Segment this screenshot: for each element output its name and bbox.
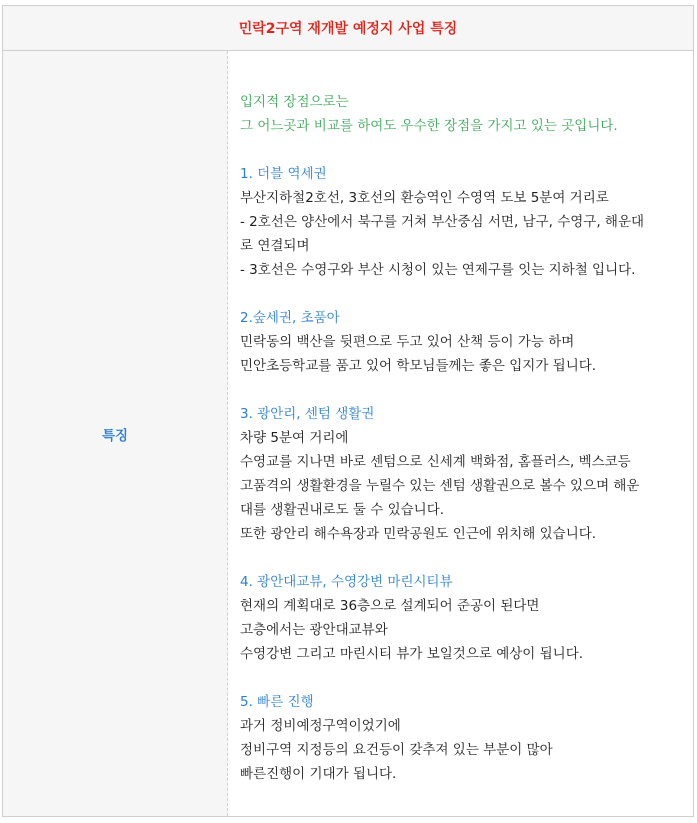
section-line: 고층에서는 광안대교뷰와 (240, 622, 388, 638)
feature-section-3 (240, 402, 693, 546)
section-line: 수영강변 그리고 마린시티 뷰가 보일것으로 예상이 됩니다. (240, 646, 584, 662)
section-title: 4. 광안대교뷰, 수영강변 마린시티뷰 (240, 574, 453, 590)
section-line: 수영교를 지나면 바로 센텀으로 신세계 백화점, 홈플러스, 벡스코등 (240, 454, 631, 470)
features-content (228, 51, 693, 816)
section-line: 로 연결되며 (240, 238, 310, 254)
section-title: 3. 광안리, 센텀 생활권 (240, 406, 375, 422)
section-line: - 3호선은 수영구와 부산 시청이 있는 연제구를 잇는 지하철 입니다. (240, 262, 636, 278)
feature-section-4 (240, 570, 693, 666)
feature-section-2 (240, 306, 693, 378)
intro-text (240, 90, 693, 138)
table-title: 민락2구역 재개발 예정지 사업 특징 (238, 21, 458, 37)
section-line: 차량 5분여 거리에 (240, 430, 349, 446)
section-line: 민락동의 백산을 뒷편으로 두고 있어 산책 등이 가능 하며 (240, 334, 575, 350)
table-header (3, 6, 693, 51)
feature-section-5 (240, 690, 693, 786)
section-title: 1. 더블 역세권 (240, 166, 327, 182)
row-label-cell (3, 51, 228, 816)
row-label: 특징 (101, 427, 129, 444)
feature-section-1 (240, 162, 693, 282)
section-title: 5. 빠른 진행 (240, 694, 314, 710)
section-line: 빠른진행이 기대가 됩니다. (240, 766, 397, 782)
features-table (2, 5, 694, 817)
section-line: - 2호선은 양산에서 북구를 거쳐 부산중심 서면, 남구, 수영구, 해운대 (240, 214, 645, 230)
section-title: 2.숲세권, 초품아 (240, 310, 340, 326)
intro-line: 입지적 장점으로는 (240, 94, 349, 110)
features-row (3, 51, 693, 816)
section-line: 부산지하철2호선, 3호선의 환승역인 수영역 도보 5분여 거리로 (240, 190, 609, 206)
intro-line: 그 어느곳과 비교를 하여도 우수한 장점을 가지고 있는 곳입니다. (240, 118, 618, 134)
section-line: 민안초등학교를 품고 있어 학모님들께는 좋은 입지가 됩니다. (240, 358, 597, 374)
section-line: 과거 정비예정구역이었기에 (240, 718, 401, 734)
section-line: 대를 생활권내로도 둘 수 있습니다. (240, 502, 445, 518)
section-line: 정비구역 지정등의 요건등이 갖추져 있는 부분이 많아 (240, 742, 553, 758)
section-line: 고품격의 생활환경을 누릴수 있는 센텀 생활권으로 볼수 있으며 해운 (240, 478, 640, 494)
section-line: 현재의 계획대로 36층으로 설계되어 준공이 된다면 (240, 598, 540, 614)
section-line: 또한 광안리 해수욕장과 민락공원도 인근에 위치해 있습니다. (240, 526, 597, 542)
